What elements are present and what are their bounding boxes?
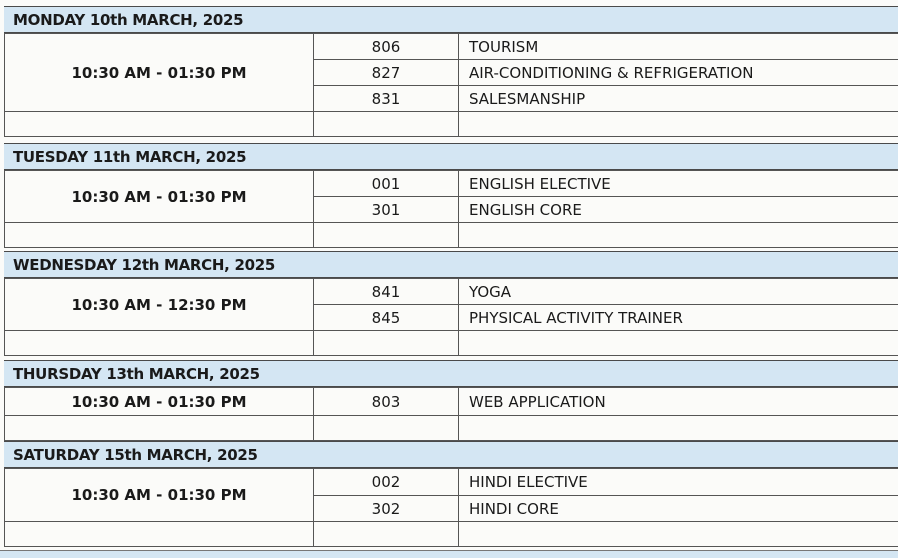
exam-time: 10:30 AM - 01:30 PM bbox=[5, 469, 314, 522]
blank-cell bbox=[5, 331, 314, 356]
exam-table bbox=[4, 278, 898, 356]
blank-cell bbox=[459, 223, 898, 248]
blank-cell bbox=[5, 223, 314, 248]
exam-table bbox=[4, 468, 898, 547]
subject-code: 302 bbox=[314, 496, 459, 522]
subject-name: HINDI CORE bbox=[459, 496, 898, 522]
blank-cell bbox=[314, 522, 459, 547]
blank-cell bbox=[459, 416, 898, 441]
day-heading: SATURDAY 15th MARCH, 2025 bbox=[4, 441, 898, 468]
exam-row bbox=[5, 34, 898, 60]
blank-cell bbox=[459, 331, 898, 356]
subject-name: WEB APPLICATION bbox=[459, 388, 898, 416]
subject-code: 845 bbox=[314, 305, 459, 331]
subject-code: 841 bbox=[314, 279, 459, 305]
day-heading: MONDAY 10th MARCH, 2025 bbox=[4, 6, 898, 33]
subject-name: AIR-CONDITIONING & REFRIGERATION bbox=[459, 60, 898, 86]
blank-cell bbox=[5, 416, 314, 441]
blank-cell bbox=[459, 522, 898, 547]
day-section-monday bbox=[4, 6, 898, 137]
subject-code: 831 bbox=[314, 86, 459, 112]
day-section-thursday bbox=[4, 360, 898, 441]
day-heading: TUESDAY 11th MARCH, 2025 bbox=[4, 143, 898, 170]
day-heading: WEDNESDAY 12th MARCH, 2025 bbox=[4, 251, 898, 278]
blank-row bbox=[5, 112, 898, 137]
subject-name: TOURISM bbox=[459, 34, 898, 60]
subject-code: 002 bbox=[314, 469, 459, 496]
subject-code: 806 bbox=[314, 34, 459, 60]
subject-code: 803 bbox=[314, 388, 459, 416]
blank-cell bbox=[459, 112, 898, 137]
exam-table bbox=[4, 170, 898, 248]
day-heading: THURSDAY 13th MARCH, 2025 bbox=[4, 360, 898, 387]
subject-name: HINDI ELECTIVE bbox=[459, 469, 898, 496]
blank-cell bbox=[314, 223, 459, 248]
subject-name: ENGLISH CORE bbox=[459, 197, 898, 223]
blank-row bbox=[5, 331, 898, 356]
blank-cell bbox=[5, 522, 314, 547]
subject-name: SALESMANSHIP bbox=[459, 86, 898, 112]
exam-time: 10:30 AM - 01:30 PM bbox=[5, 388, 314, 416]
day-section-tuesday bbox=[4, 143, 898, 248]
subject-name: YOGA bbox=[459, 279, 898, 305]
exam-row bbox=[5, 388, 898, 416]
day-section-wednesday bbox=[4, 251, 898, 356]
subject-name: ENGLISH ELECTIVE bbox=[459, 171, 898, 197]
blank-row bbox=[5, 223, 898, 248]
blank-cell bbox=[314, 331, 459, 356]
exam-time: 10:30 AM - 01:30 PM bbox=[5, 171, 314, 223]
exam-time: 10:30 AM - 12:30 PM bbox=[5, 279, 314, 331]
blank-cell bbox=[314, 416, 459, 441]
subject-code: 827 bbox=[314, 60, 459, 86]
subject-code: 001 bbox=[314, 171, 459, 197]
day-section-saturday bbox=[4, 441, 898, 547]
exam-row bbox=[5, 171, 898, 197]
exam-row bbox=[5, 469, 898, 496]
blank-row bbox=[5, 416, 898, 441]
blank-row bbox=[5, 522, 898, 547]
exam-time: 10:30 AM - 01:30 PM bbox=[5, 34, 314, 112]
subject-name: PHYSICAL ACTIVITY TRAINER bbox=[459, 305, 898, 331]
exam-table bbox=[4, 33, 898, 137]
exam-row bbox=[5, 279, 898, 305]
subject-code: 301 bbox=[314, 197, 459, 223]
blank-cell bbox=[5, 112, 314, 137]
exam-table bbox=[4, 387, 898, 441]
blank-cell bbox=[314, 112, 459, 137]
